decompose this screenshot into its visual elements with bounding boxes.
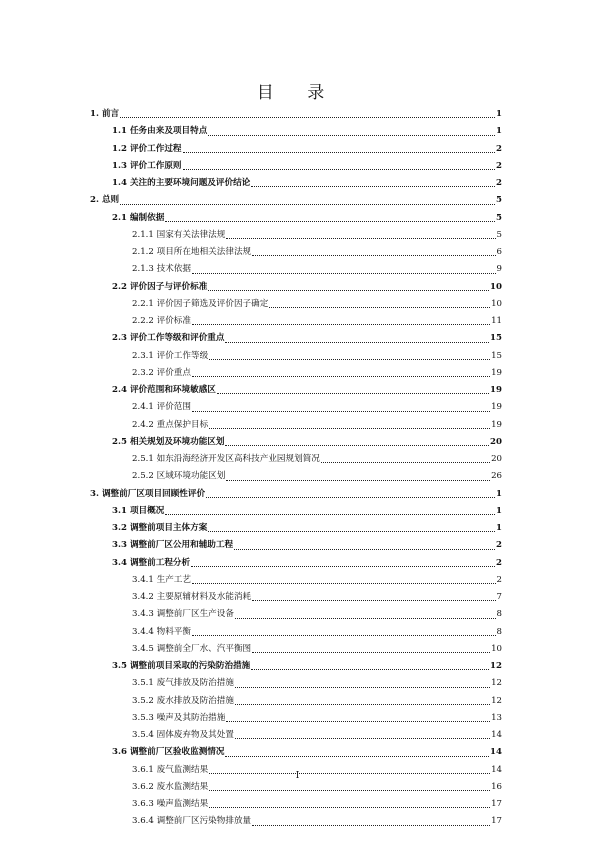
toc-entry-page: 5 [496,195,502,206]
toc-entry-title: 3.3 调整前厂区公用和辅助工程 [112,540,234,551]
toc-entry-title: 2.5 相关规划及环境功能区划 [112,436,225,447]
toc-entry-page: 15 [491,350,502,361]
toc-entry[interactable] [90,210,502,227]
toc-entry-title: 3.6.4 调整前厂区污染物排放量 [132,816,252,827]
toc-entry-title: 1.1 任务由来及项目特点 [112,126,208,137]
toc-entry[interactable] [90,434,502,451]
dot-leader [235,618,496,619]
toc-entry-page: 20 [491,454,502,464]
dot-leader [225,445,489,446]
toc-entry-title: 2.3 评价工作等级和评价重点 [112,333,225,344]
toc-entry-title: 2.1.2 项目所在地相关法律法规 [132,247,252,257]
toc-entry-title: 2.3.1 评价工作等级 [132,350,209,361]
dot-leader [226,721,490,722]
toc-entry-title: 2.1.1 国家有关法律法规 [132,229,226,240]
toc-entry-title: 3.4.2 主要原辅材料及水能消耗 [132,592,252,602]
toc-entry-title: 2.4 评价范围和环境敏感区 [112,385,216,395]
toc-entry-title: 2.1 编制依据 [112,212,165,223]
toc-entry-title: 3.5.1 废气排放及防治措施 [132,678,234,689]
toc-entry-title: 2.4.1 评价范围 [132,402,191,413]
toc-entry-title: 2. 总则 [90,195,120,206]
dot-leader [192,583,496,584]
dot-leader [209,807,490,808]
toc-entry-title: 3.6.3 噪声监测结果 [132,799,209,809]
toc-entry[interactable] [90,468,502,485]
dot-leader [209,790,490,791]
toc-entry-page: 1 [496,523,502,533]
toc-entry-page: 10 [491,298,502,309]
dot-leader [235,704,490,705]
toc-entry-page: 14 [491,730,502,740]
dot-leader [209,428,490,429]
dot-leader [192,324,490,325]
toc-entry-title: 3.5.3 噪声及其防治措施 [132,712,226,723]
toc-entry[interactable] [90,693,502,710]
toc-entry-title: 3.4.3 调整前厂区生产设备 [132,609,234,620]
toc-entry-title: 3.6.2 废水监测结果 [132,781,209,792]
toc-entry-title: 1.4 关注的主要环境问题及评价结论 [112,178,251,188]
toc-entry[interactable] [90,158,502,175]
table-of-contents [90,106,502,831]
dot-leader [192,376,490,377]
toc-entry[interactable] [90,520,502,537]
toc-entry-page: 16 [491,781,502,792]
toc-entry-page: 1 [496,126,502,137]
dot-leader [209,359,490,360]
toc-entry[interactable] [90,727,502,744]
dot-leader [192,273,496,274]
toc-entry[interactable] [90,382,502,399]
dot-leader [226,238,495,239]
toc-entry-title: 3.1 项目概况 [112,505,165,516]
dot-leader [234,549,495,550]
toc-title: 目 录 [256,83,339,103]
toc-entry-title: 2.2.1 评价因子筛选及评价因子确定 [132,298,269,309]
dot-leader [120,117,495,118]
toc-entry[interactable] [90,365,502,382]
toc-entry[interactable] [90,227,502,244]
toc-entry-page: 14 [490,747,502,758]
toc-entry-title: 3.4.5 调整前全厂水、汽平衡图 [132,643,252,654]
dot-leader [206,497,495,498]
toc-entry[interactable] [90,451,502,468]
toc-entry-page: 12 [491,678,502,689]
toc-entry-title: 3. 调整前厂区项目回顾性评价 [90,488,206,499]
dot-leader [225,756,489,757]
toc-entry-page: 10 [490,281,502,292]
toc-entry-title: 3.4.4 物料平衡 [132,626,191,637]
toc-entry-title: 2.3.2 评价重点 [132,367,191,378]
toc-entry-title: 3.5.4 固体废弃物及其处置 [132,730,234,740]
toc-entry[interactable] [90,399,502,416]
toc-entry-page: 2 [496,540,502,551]
page-number: I [295,771,300,781]
dot-leader [165,221,495,222]
toc-entry[interactable] [90,555,502,572]
toc-entry-title: 2.5.2 区域环境功能区划 [132,471,226,482]
dot-leader [192,411,490,412]
toc-entry-page: 2 [496,574,502,585]
toc-entry[interactable] [90,175,502,192]
toc-entry[interactable] [90,348,502,365]
toc-entry-page: 9 [496,264,502,275]
toc-entry[interactable] [90,244,502,261]
toc-entry-title: 1.3 评价工作原则 [112,160,182,171]
toc-entry-page: 17 [491,799,502,809]
toc-entry-title: 2.4.2 重点保护目标 [132,419,209,430]
toc-entry-page: 1 [496,488,502,499]
toc-entry[interactable] [90,641,502,658]
toc-entry-page: 12 [491,695,502,706]
dot-leader [208,135,495,136]
toc-entry-page: 2 [496,557,502,568]
toc-entry-title: 1. 前言 [90,109,120,119]
toc-entry-page: 2 [496,178,502,188]
toc-entry[interactable] [90,537,502,554]
toc-entry[interactable] [90,675,502,692]
dot-leader [120,204,495,205]
dot-leader [217,393,489,394]
dot-leader [192,635,496,636]
toc-entry-page: 2 [496,143,502,154]
toc-entry[interactable] [90,744,502,761]
dot-leader [321,462,490,463]
toc-entry[interactable] [90,710,502,727]
toc-entry-title: 2.5.1 如东沿海经济开发区高科技产业园规划简况 [132,454,320,464]
toc-entry[interactable] [90,658,502,675]
toc-entry-page: 17 [491,816,502,827]
toc-entry[interactable] [90,624,502,641]
toc-entry-page: 13 [491,712,502,723]
toc-entry-page: 5 [496,212,502,223]
dot-leader [183,169,496,170]
toc-entry-title: 3.6.1 废气监测结果 [132,764,209,775]
toc-entry-page: 19 [491,419,502,430]
dot-leader [165,514,495,515]
toc-entry-title: 1.2 评价工作过程 [112,143,182,154]
dot-leader [226,480,490,481]
toc-entry-title: 2.2 评价因子与评价标准 [112,281,208,292]
toc-entry-title: 3.6 调整前厂区验收监测情况 [112,747,225,758]
dot-leader [251,669,489,670]
dot-leader [225,342,489,343]
toc-entry-page: 19 [491,367,502,378]
toc-entry-title: 3.5 调整前项目采取的污染防治措施 [112,661,251,671]
toc-entry[interactable] [90,192,502,209]
dot-leader [183,152,496,153]
toc-entry-page: 6 [496,247,502,257]
toc-entry[interactable] [90,606,502,623]
toc-entry[interactable] [90,279,502,296]
dot-leader [208,531,495,532]
toc-entry[interactable] [90,123,502,140]
toc-entry[interactable] [90,261,502,278]
toc-entry-page: 11 [491,316,502,326]
toc-entry-title: 3.4 调整前工程分析 [112,557,191,568]
toc-entry-title: 3.2 调整前项目主体方案 [112,523,208,533]
dot-leader [235,687,490,688]
dot-leader [252,255,495,256]
toc-entry-page: 19 [490,385,502,395]
dot-leader [191,566,495,567]
toc-entry-page: 8 [496,609,502,620]
toc-entry-page: 20 [490,436,502,447]
toc-entry-page: 5 [496,229,502,240]
toc-entry-page: 19 [491,402,502,413]
dot-leader [251,186,495,187]
toc-entry[interactable] [90,503,502,520]
dot-leader [252,600,495,601]
toc-entry[interactable] [90,296,502,313]
toc-entry[interactable] [90,106,502,123]
toc-entry[interactable] [90,589,502,606]
toc-entry[interactable] [90,813,502,830]
toc-entry[interactable] [90,141,502,158]
dot-leader [235,738,490,739]
toc-entry-page: 8 [496,626,502,637]
toc-entry-page: 26 [491,471,502,482]
dot-leader [252,825,490,826]
toc-entry[interactable] [90,313,502,330]
toc-entry-title: 3.4.1 生产工艺 [132,574,191,585]
toc-entry[interactable] [90,330,502,347]
toc-entry[interactable] [90,486,502,503]
toc-entry[interactable] [90,417,502,434]
toc-entry-page: 10 [491,643,502,654]
toc-entry-page: 1 [496,109,502,119]
dot-leader [208,290,489,291]
toc-entry-title: 2.1.3 技术依据 [132,264,191,275]
toc-entry-page: 1 [496,505,502,516]
toc-entry-title: 2.2.2 评价标准 [132,316,191,326]
toc-entry[interactable] [90,779,502,796]
toc-entry-title: 3.5.2 废水排放及防治措施 [132,695,234,706]
toc-entry-page: 12 [490,661,502,671]
toc-entry-page: 15 [490,333,502,344]
toc-entry[interactable] [90,796,502,813]
dot-leader [269,307,490,308]
toc-entry[interactable] [90,572,502,589]
toc-entry-page: 2 [496,160,502,171]
dot-leader [252,652,490,653]
toc-entry-page: 7 [496,592,502,602]
toc-entry-page: 14 [491,764,502,775]
